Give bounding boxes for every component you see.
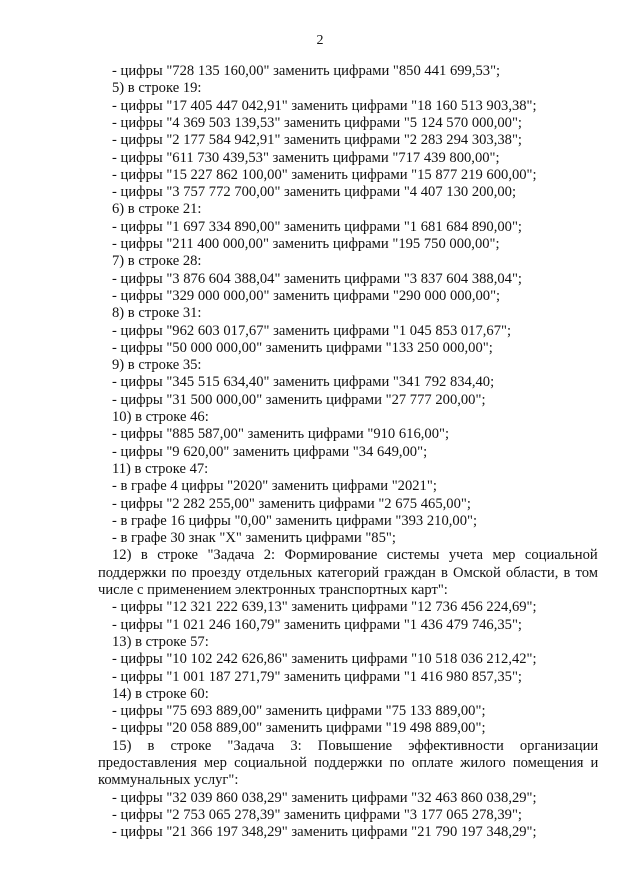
text-line: - цифры "1 021 246 160,79" заменить цифрами "1 436 479 746,35";	[112, 616, 522, 633]
text-line: - цифры "2 282 255,00" заменить цифрами "2 675 465,00";	[112, 495, 471, 512]
text-line: - цифры "10 102 242 626,86" заменить цифрами "10 518 036 212,42";	[112, 651, 537, 668]
text-line: 6) в строке 21:	[112, 201, 202, 218]
text-line: 14) в строке 60:	[112, 685, 209, 702]
text-line: - в графе 16 цифры "0,00" заменить цифрами "393 210,00";	[112, 512, 478, 529]
text-line: 10) в строке 46:	[112, 409, 209, 425]
text-line: 8) в строке 31:	[112, 305, 202, 322]
text-line: - цифры "21 366 197 348,29" заменить цифрами "21 790 197 348,29";	[112, 824, 537, 841]
text-line: числе с применением электронных транспортных карт":	[98, 582, 448, 598]
text-line: - цифры "2 753 065 278,39" заменить цифрами "3 177 065 278,39";	[112, 806, 522, 823]
text-line: 7) в строке 28:	[112, 253, 202, 270]
text-line: - цифры "3 876 604 388,04" заменить цифрами "3 837 604 388,04";	[112, 270, 522, 287]
text-line: 13) в строке 57:	[112, 633, 209, 650]
text-line: - цифры "1 697 334 890,00" заменить цифрами "1 681 684 890,00";	[112, 218, 522, 235]
text-line: - цифры "75 693 889,00" заменить цифрами "75 133 889,00";	[112, 703, 486, 720]
text-line: коммунальных услуг":	[98, 772, 239, 789]
text-line: - цифры "329 000 000,00" заменить цифрами "290 000 000,00";	[112, 287, 501, 304]
text-line: - цифры "4 369 503 139,53" заменить цифрами "5 124 570 000,00";	[112, 114, 522, 131]
text-line: - цифры "211 400 000,00" заменить цифрами "195 750 000,00";	[112, 236, 500, 252]
text-line: - цифры "50 000 000,00" заменить цифрами "133 250 000,00";	[112, 339, 493, 356]
text-line: - цифры "12 321 222 639,13" заменить цифрами "12 736 456 224,69";	[112, 599, 537, 616]
text-line: - цифры "31 500 000,00" заменить цифрами "27 777 200,00";	[112, 391, 486, 408]
text-line: - цифры "15 227 862 100,00" заменить цифрами "15 877 219 600,00";	[112, 166, 537, 183]
text-line: - цифры "20 058 889,00" заменить цифрами "19 498 889,00";	[112, 720, 486, 737]
text-line: 12) в строке "Задача 2: Формирование системы учета мер социальной	[112, 547, 598, 564]
text-line: - цифры "32 039 860 038,29" заменить цифрами "32 463 860 038,29";	[112, 789, 537, 806]
text-line: - цифры "9 620,00" заменить цифрами "34 649,00";	[112, 443, 428, 460]
text-line: - цифры "345 515 634,40" заменить цифрами "341 792 834,40;	[112, 374, 495, 391]
text-line: - цифры "962 603 017,67" заменить цифрами "1 045 853 017,67";	[112, 322, 512, 339]
text-line: - цифры "885 587,00" заменить цифрами "910 616,00";	[112, 426, 450, 443]
text-line: 11) в строке 47:	[112, 460, 209, 477]
text-line: - цифры "3 757 772 700,00" заменить цифрами "4 407 130 200,00;	[112, 184, 517, 201]
text-line: - цифры "611 730 439,53" заменить цифрами "717 439 800,00";	[112, 149, 500, 166]
text-line: 9) в строке 35:	[112, 357, 202, 374]
text-line: - цифры "1 001 187 271,79" заменить цифрами "1 416 980 857,35";	[112, 668, 522, 685]
text-line: - в графе 30 знак "X" заменить цифрами "85";	[112, 530, 396, 547]
text-line: - цифры "17 405 447 042,91" заменить цифрами "18 160 513 903,38";	[112, 97, 537, 114]
text-line: поддержки по проезду отдельных категорий граждан в Омской области, в том	[98, 564, 598, 581]
text-line: - цифры "2 177 584 942,91" заменить цифрами "2 283 294 303,38";	[112, 132, 522, 149]
text-line: - в графе 4 цифры "2020" заменить цифрами "2021";	[112, 478, 437, 495]
text-line: предоставления мер социальной поддержки по оплате жилого помещения и	[98, 755, 599, 771]
text-line: 15) в строке "Задача 3: Повышение эффективности организации	[112, 737, 599, 754]
page-number: 2	[316, 33, 324, 48]
text-line: - цифры "728 135 160,00" заменить цифрами "850 441 699,53";	[112, 63, 501, 79]
text-line: 5) в строке 19:	[112, 80, 202, 97]
